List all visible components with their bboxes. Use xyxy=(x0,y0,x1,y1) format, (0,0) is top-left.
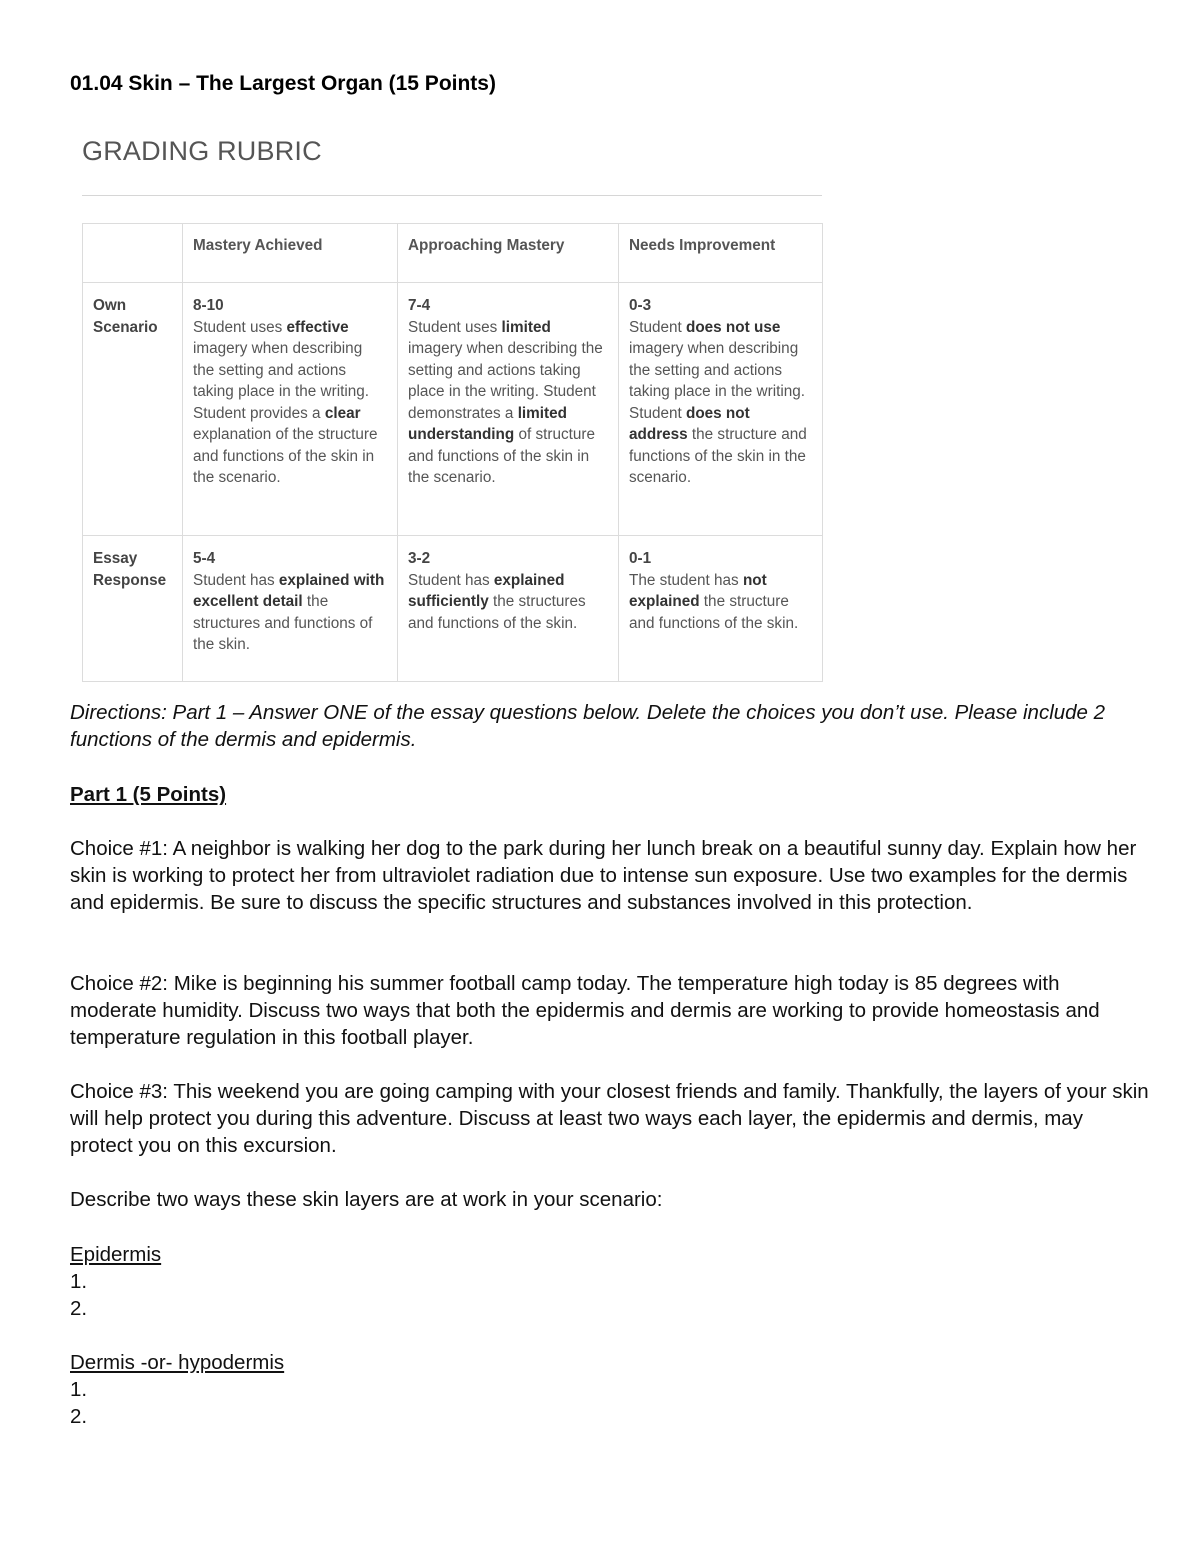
epidermis-item: 2. xyxy=(70,1297,88,1320)
row-label-line: Response xyxy=(93,571,167,589)
rubric-cell xyxy=(183,283,398,536)
cell-text: the structure and functions of the skin in the scenario. xyxy=(629,426,807,486)
cell-text: of structure and functions of the skin in the scenario. xyxy=(408,426,595,486)
cell-emphasis: explained sufficiently xyxy=(408,571,565,610)
cell-emphasis: limited xyxy=(501,318,551,336)
cell-text: imagery when describing the setting and actions taking place in the writing. Student provides a xyxy=(193,340,370,422)
cell-text: imagery when describing the setting and actions taking place in the writing. Student xyxy=(629,340,806,422)
rubric-row-essay-response xyxy=(83,536,823,682)
choice-3-text: Choice #3: This weekend you are going camping with your closest friends and family. Thankfully, the layers of your skin will help protect you during this adventure. Discuss at least two ways each layer, the epidermis and dermis, may protect you on this excursion. xyxy=(70,1080,1149,1158)
rubric-cell xyxy=(619,283,823,536)
rubric-header-approaching-mastery: Approaching Mastery xyxy=(398,224,619,283)
cell-emphasis: limited understanding xyxy=(408,404,567,443)
part1-heading: Part 1 (5 Points) xyxy=(70,783,227,806)
row-label-line: Essay xyxy=(93,550,138,567)
cell-text: explanation of the structure and functions of the skin in the scenario. xyxy=(193,426,378,486)
cell-text: the structures and functions of the skin. xyxy=(408,593,586,632)
rubric-cell xyxy=(183,536,398,682)
cell-text: the structure and functions of the skin. xyxy=(629,593,799,632)
cell-text: the structures and functions of the skin. xyxy=(193,593,373,653)
row-label-line: Own xyxy=(93,297,127,314)
score-range: 8-10 xyxy=(193,297,224,314)
rubric-row-label xyxy=(83,283,183,536)
rubric-heading: GRADING RUBRIC xyxy=(82,136,322,166)
rubric-header-blank xyxy=(83,224,183,283)
cell-emphasis: not explained xyxy=(629,571,767,610)
rubric-row-own-scenario xyxy=(83,283,823,536)
score-range: 3-2 xyxy=(408,550,431,567)
dermis-heading: Dermis -or- hypodermis xyxy=(70,1351,285,1374)
rubric-cell xyxy=(619,536,823,682)
cell-emphasis: does not use xyxy=(685,318,781,336)
row-label-line: Scenario xyxy=(93,318,158,336)
cell-text: Student uses xyxy=(408,318,502,336)
directions-text: Directions: Part 1 – Answer ONE of the essay questions below. Delete the choices you don’t use. Please include 2 functions of the dermis and epidermis. xyxy=(70,701,1106,752)
cell-emphasis: does not address xyxy=(629,404,750,443)
dermis-item: 2. xyxy=(70,1405,88,1428)
grading-rubric-table xyxy=(82,223,823,682)
cell-emphasis: effective xyxy=(286,318,349,336)
cell-text: imagery when describing the setting and actions taking place in the writing. Student demonstrates a xyxy=(408,340,603,422)
rubric-row-label xyxy=(83,536,183,682)
score-range: 7-4 xyxy=(408,297,431,314)
cell-emphasis: clear xyxy=(324,404,361,422)
describe-prompt: Describe two ways these skin layers are at work in your scenario: xyxy=(70,1188,663,1211)
rubric-header-row xyxy=(83,224,823,283)
score-range: 5-4 xyxy=(193,550,216,567)
choice-1-text: Choice #1: A neighbor is walking her dog to the park during her lunch break on a beautiful sunny day. Explain how her skin is working to protect her from ultraviolet radiation due to intense sun exposure. Use two examples for the dermis and epidermis. Be sure to discuss the specific structures and substances involved in this protection. xyxy=(70,837,1137,915)
rubric-cell xyxy=(398,283,619,536)
cell-text: Student xyxy=(629,318,686,336)
choice-2-text: Choice #2: Mike is beginning his summer football camp today. The temperature high today is 85 degrees with moderate humidity. Discuss two ways that both the epidermis and dermis are working to provide homeostasis and temperature regulation in this football player. xyxy=(70,972,1100,1050)
cell-text: The student has xyxy=(629,571,743,589)
rubric-cell xyxy=(398,536,619,682)
score-range: 0-1 xyxy=(629,550,652,567)
rubric-header-needs-improvement: Needs Improvement xyxy=(619,224,823,283)
cell-text: Student has xyxy=(408,571,494,589)
rubric-header-mastery-achieved: Mastery Achieved xyxy=(183,224,398,283)
document-title: 01.04 Skin – The Largest Organ (15 Points) xyxy=(70,72,496,95)
cell-text: Student uses xyxy=(193,318,287,336)
epidermis-item: 1. xyxy=(70,1270,88,1293)
rubric-divider xyxy=(82,195,822,196)
cell-emphasis: explained with excellent detail xyxy=(193,571,385,610)
epidermis-heading: Epidermis xyxy=(70,1243,162,1266)
cell-text: Student has xyxy=(193,571,279,589)
score-range: 0-3 xyxy=(629,297,652,314)
dermis-item: 1. xyxy=(70,1378,88,1401)
